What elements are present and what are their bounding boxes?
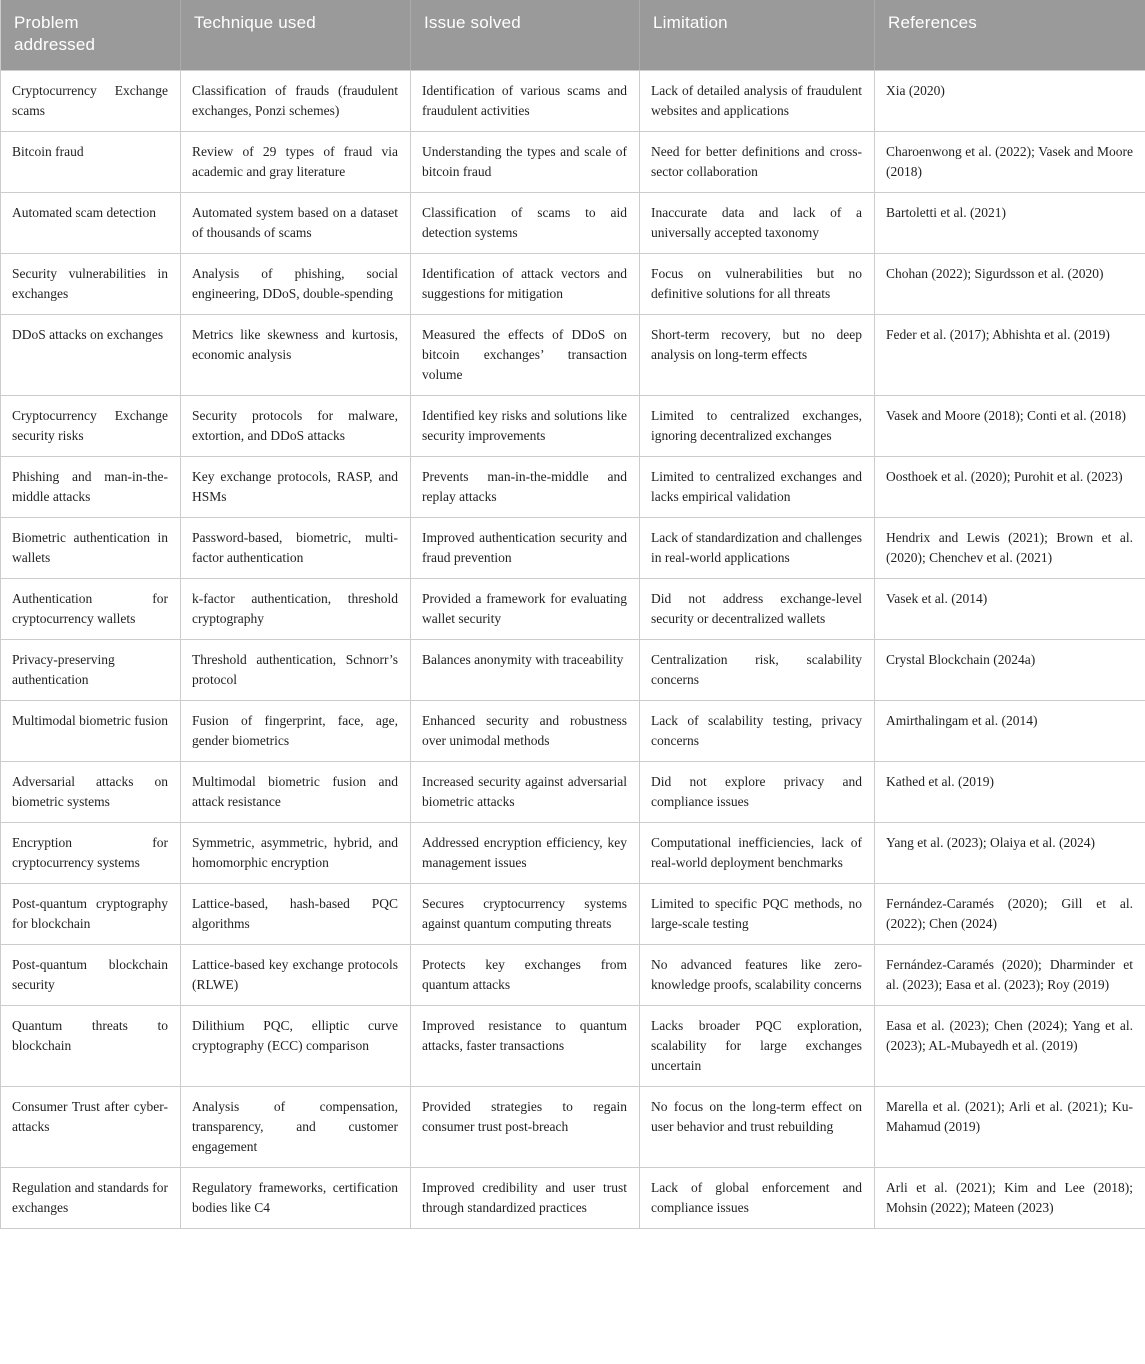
problem-addressed-cell: Consumer Trust after cyber-attacks bbox=[1, 1086, 181, 1167]
table-body bbox=[1, 70, 1145, 1228]
limitation-cell: Lack of detailed analysis of fraudulent websites and applications bbox=[640, 70, 875, 131]
issue-solved-cell: Increased security against adversarial biometric attacks bbox=[411, 761, 640, 822]
issue-solved-cell: Classification of scams to aid detection systems bbox=[411, 192, 640, 253]
references-cell: Kathed et al. (2019) bbox=[875, 761, 1145, 822]
problem-addressed-cell: Security vulnerabilities in exchanges bbox=[1, 253, 181, 314]
problem-addressed-cell: Biometric authentication in wallets bbox=[1, 517, 181, 578]
table-row bbox=[1, 822, 1145, 883]
problem-addressed-cell: Bitcoin fraud bbox=[1, 131, 181, 192]
references-cell: Xia (2020) bbox=[875, 70, 1145, 131]
limitation-cell: Lack of scalability testing, privacy concerns bbox=[640, 700, 875, 761]
references-cell: Marella et al. (2021); Arli et al. (2021); Ku-Mahamud (2019) bbox=[875, 1086, 1145, 1167]
technique-used-cell: Security protocols for malware, extortion, and DDoS attacks bbox=[181, 395, 411, 456]
references-cell: Chohan (2022); Sigurdsson et al. (2020) bbox=[875, 253, 1145, 314]
issue-solved-cell: Balances anonymity with traceability bbox=[411, 639, 640, 700]
problem-addressed-cell: Regulation and standards for exchanges bbox=[1, 1167, 181, 1228]
problem-addressed-cell: Privacy-preserving authentication bbox=[1, 639, 181, 700]
technique-used-cell: Metrics like skewness and kurtosis, economic analysis bbox=[181, 314, 411, 395]
limitation-cell: Did not explore privacy and compliance issues bbox=[640, 761, 875, 822]
table-row bbox=[1, 1167, 1145, 1228]
table-row bbox=[1, 639, 1145, 700]
table-row bbox=[1, 700, 1145, 761]
references-cell: Amirthalingam et al. (2014) bbox=[875, 700, 1145, 761]
limitation-cell: Limited to centralized exchanges, ignoring decentralized exchanges bbox=[640, 395, 875, 456]
limitation-cell: Limited to centralized exchanges and lacks empirical validation bbox=[640, 456, 875, 517]
column-header-problem-addressed: Problem addressed bbox=[1, 0, 181, 70]
table-row bbox=[1, 253, 1145, 314]
issue-solved-cell: Identification of attack vectors and suggestions for mitigation bbox=[411, 253, 640, 314]
issue-solved-cell: Improved resistance to quantum attacks, faster transactions bbox=[411, 1005, 640, 1086]
problem-addressed-cell: DDoS attacks on exchanges bbox=[1, 314, 181, 395]
limitation-cell: Computational inefficiencies, lack of real-world deployment benchmarks bbox=[640, 822, 875, 883]
table-row bbox=[1, 578, 1145, 639]
problem-addressed-cell: Adversarial attacks on biometric systems bbox=[1, 761, 181, 822]
issue-solved-cell: Provided a framework for evaluating wallet security bbox=[411, 578, 640, 639]
references-cell: Crystal Blockchain (2024a) bbox=[875, 639, 1145, 700]
problem-addressed-cell: Post-quantum blockchain security bbox=[1, 944, 181, 1005]
table-row bbox=[1, 883, 1145, 944]
issue-solved-cell: Addressed encryption efficiency, key management issues bbox=[411, 822, 640, 883]
limitation-cell: Centralization risk, scalability concerns bbox=[640, 639, 875, 700]
issue-solved-cell: Understanding the types and scale of bitcoin fraud bbox=[411, 131, 640, 192]
problem-addressed-cell: Automated scam detection bbox=[1, 192, 181, 253]
references-cell: Feder et al. (2017); Abhishta et al. (2019) bbox=[875, 314, 1145, 395]
issue-solved-cell: Enhanced security and robustness over unimodal methods bbox=[411, 700, 640, 761]
table-row bbox=[1, 944, 1145, 1005]
technique-used-cell: Analysis of compensation, transparency, and customer engagement bbox=[181, 1086, 411, 1167]
issue-solved-cell: Improved authentication security and fraud prevention bbox=[411, 517, 640, 578]
references-cell: Bartoletti et al. (2021) bbox=[875, 192, 1145, 253]
references-cell: Oosthoek et al. (2020); Purohit et al. (2023) bbox=[875, 456, 1145, 517]
limitation-cell: Did not address exchange-level security or decentralized wallets bbox=[640, 578, 875, 639]
limitation-cell: Lacks broader PQC exploration, scalability for large exchanges uncertain bbox=[640, 1005, 875, 1086]
technique-used-cell: Key exchange protocols, RASP, and HSMs bbox=[181, 456, 411, 517]
issue-solved-cell: Prevents man-in-the-middle and replay attacks bbox=[411, 456, 640, 517]
column-header-limitation: Limitation bbox=[640, 0, 875, 70]
limitation-cell: Lack of global enforcement and compliance issues bbox=[640, 1167, 875, 1228]
references-cell: Vasek and Moore (2018); Conti et al. (2018) bbox=[875, 395, 1145, 456]
limitation-cell: No advanced features like zero-knowledge proofs, scalability concerns bbox=[640, 944, 875, 1005]
problem-addressed-cell: Cryptocurrency Exchange security risks bbox=[1, 395, 181, 456]
problem-addressed-cell: Phishing and man-in-the-middle attacks bbox=[1, 456, 181, 517]
issue-solved-cell: Secures cryptocurrency systems against quantum computing threats bbox=[411, 883, 640, 944]
references-cell: Fernández-Caramés (2020); Gill et al. (2022); Chen (2024) bbox=[875, 883, 1145, 944]
problem-addressed-cell: Authentication for cryptocurrency wallets bbox=[1, 578, 181, 639]
technique-used-cell: Lattice-based, hash-based PQC algorithms bbox=[181, 883, 411, 944]
references-cell: Easa et al. (2023); Chen (2024); Yang et al. (2023); AL-Mubayedh et al. (2019) bbox=[875, 1005, 1145, 1086]
issue-solved-cell: Measured the effects of DDoS on bitcoin exchanges’ transaction volume bbox=[411, 314, 640, 395]
limitation-cell: Limited to specific PQC methods, no large-scale testing bbox=[640, 883, 875, 944]
references-cell: Hendrix and Lewis (2021); Brown et al. (2020); Chenchev et al. (2021) bbox=[875, 517, 1145, 578]
references-cell: Arli et al. (2021); Kim and Lee (2018); Mohsin (2022); Mateen (2023) bbox=[875, 1167, 1145, 1228]
technique-used-cell: Classification of frauds (fraudulent exchanges, Ponzi schemes) bbox=[181, 70, 411, 131]
table-row bbox=[1, 314, 1145, 395]
limitation-cell: Focus on vulnerabilities but no definitive solutions for all threats bbox=[640, 253, 875, 314]
column-header-issue-solved: Issue solved bbox=[411, 0, 640, 70]
issue-solved-cell: Identification of various scams and fraudulent activities bbox=[411, 70, 640, 131]
issue-solved-cell: Protects key exchanges from quantum attacks bbox=[411, 944, 640, 1005]
problem-addressed-cell: Post-quantum cryptography for blockchain bbox=[1, 883, 181, 944]
technique-used-cell: Symmetric, asymmetric, hybrid, and homomorphic encryption bbox=[181, 822, 411, 883]
technique-used-cell: Password-based, biometric, multi-factor authentication bbox=[181, 517, 411, 578]
limitation-cell: Need for better definitions and cross-sector collaboration bbox=[640, 131, 875, 192]
header-row bbox=[1, 0, 1145, 70]
issue-solved-cell: Identified key risks and solutions like security improvements bbox=[411, 395, 640, 456]
technique-used-cell: Analysis of phishing, social engineering, DDoS, double-spending bbox=[181, 253, 411, 314]
table-row bbox=[1, 761, 1145, 822]
problem-addressed-cell: Quantum threats to blockchain bbox=[1, 1005, 181, 1086]
technique-used-cell: Threshold authentication, Schnorr’s protocol bbox=[181, 639, 411, 700]
limitation-cell: Short-term recovery, but no deep analysis on long-term effects bbox=[640, 314, 875, 395]
technique-used-cell: k-factor authentication, threshold cryptography bbox=[181, 578, 411, 639]
issue-solved-cell: Improved credibility and user trust through standardized practices bbox=[411, 1167, 640, 1228]
technique-used-cell: Automated system based on a dataset of thousands of scams bbox=[181, 192, 411, 253]
table-row bbox=[1, 192, 1145, 253]
limitation-cell: No focus on the long-term effect on user behavior and trust rebuilding bbox=[640, 1086, 875, 1167]
technique-used-cell: Dilithium PQC, elliptic curve cryptography (ECC) comparison bbox=[181, 1005, 411, 1086]
problem-addressed-cell: Cryptocurrency Exchange scams bbox=[1, 70, 181, 131]
references-cell: Charoenwong et al. (2022); Vasek and Moore (2018) bbox=[875, 131, 1145, 192]
problem-addressed-cell: Multimodal biometric fusion bbox=[1, 700, 181, 761]
problem-addressed-cell: Encryption for cryptocurrency systems bbox=[1, 822, 181, 883]
table-row bbox=[1, 70, 1145, 131]
technique-used-cell: Regulatory frameworks, certification bodies like C4 bbox=[181, 1167, 411, 1228]
technique-used-cell: Review of 29 types of fraud via academic and gray literature bbox=[181, 131, 411, 192]
issue-solved-cell: Provided strategies to regain consumer trust post-breach bbox=[411, 1086, 640, 1167]
table-row bbox=[1, 456, 1145, 517]
references-cell: Yang et al. (2023); Olaiya et al. (2024) bbox=[875, 822, 1145, 883]
table-row bbox=[1, 131, 1145, 192]
technique-used-cell: Lattice-based key exchange protocols (RLWE) bbox=[181, 944, 411, 1005]
table-header bbox=[1, 0, 1145, 70]
references-cell: Fernández-Caramés (2020); Dharminder et al. (2023); Easa et al. (2023); Roy (2019) bbox=[875, 944, 1145, 1005]
technique-used-cell: Multimodal biometric fusion and attack resistance bbox=[181, 761, 411, 822]
column-header-references: References bbox=[875, 0, 1145, 70]
limitation-cell: Inaccurate data and lack of a universally accepted taxonomy bbox=[640, 192, 875, 253]
table-row bbox=[1, 517, 1145, 578]
table-row bbox=[1, 1005, 1145, 1086]
references-cell: Vasek et al. (2014) bbox=[875, 578, 1145, 639]
column-header-technique-used: Technique used bbox=[181, 0, 411, 70]
table-row bbox=[1, 1086, 1145, 1167]
table-row bbox=[1, 395, 1145, 456]
limitation-cell: Lack of standardization and challenges in real-world applications bbox=[640, 517, 875, 578]
technique-used-cell: Fusion of fingerprint, face, age, gender biometrics bbox=[181, 700, 411, 761]
